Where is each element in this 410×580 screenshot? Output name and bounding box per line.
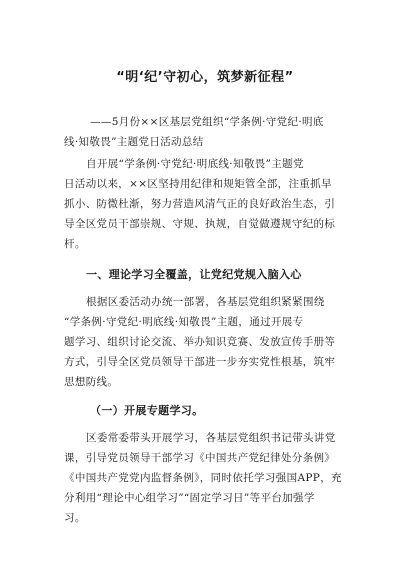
section1-line-4: 方式，引导全区党员领导干部进一步夯实党性根基，筑牢 xyxy=(64,356,336,368)
section1-line-1: 根据区委活动办统一部署，各基层党组织紧紧围绕 xyxy=(86,296,325,308)
section-heading-1: 一、理论学习全覆盖，让党纪党规入脑入心 xyxy=(86,268,302,281)
subsection1-line-1: 区委常委带头开展学习，各基层党组织书记带头讲党 xyxy=(86,432,336,444)
intro-line-5: 杆。 xyxy=(64,238,86,250)
subsection-heading-1: （一）开展专题学习。 xyxy=(90,404,204,417)
intro-line-1: 自开展“学条例·守党纪·明底线·知敬畏”主题党 xyxy=(86,158,304,170)
subsection1-line-3: 《中国共产党党内监督条例》，同时依托学习强国APP，充 xyxy=(64,472,342,484)
subsection1-line-4: 分利用“理论中心组学习”“固定学习日”等平台加强学 xyxy=(64,492,315,504)
intro-line-4: 导全区党员干部崇规、守规、执规，自觉做遵规守纪的标 xyxy=(64,218,336,230)
section1-line-5: 思想防线。 xyxy=(64,376,119,388)
section1-line-3: 题学习、组织讨论交流、举办知识竞赛、发放宣传手册等 xyxy=(64,336,336,348)
subsection1-line-5: 习。 xyxy=(64,512,86,524)
subtitle-line-1: ——5月份××区基层党组织“学条例·守党纪·明底 xyxy=(90,116,324,128)
subsection1-line-2: 课，引导党员领导干部学习《中国共产党纪律处分条例》 xyxy=(64,452,336,464)
intro-line-2: 日活动以来，××区坚持用纪律和规矩管全部，注重抓早 xyxy=(64,178,332,190)
section1-line-2: “学条例·守党纪·明底线·知敬畏”主题，通过开展专 xyxy=(64,316,304,328)
subtitle-line-2: 线·知敬畏”主题党日活动总结 xyxy=(64,136,204,148)
document-title: “明‘纪’守初心，筑梦新征程” xyxy=(116,70,294,85)
intro-line-3: 抓小、防微杜渐，努力营造风清气正的良好政治生态，引 xyxy=(64,198,336,210)
